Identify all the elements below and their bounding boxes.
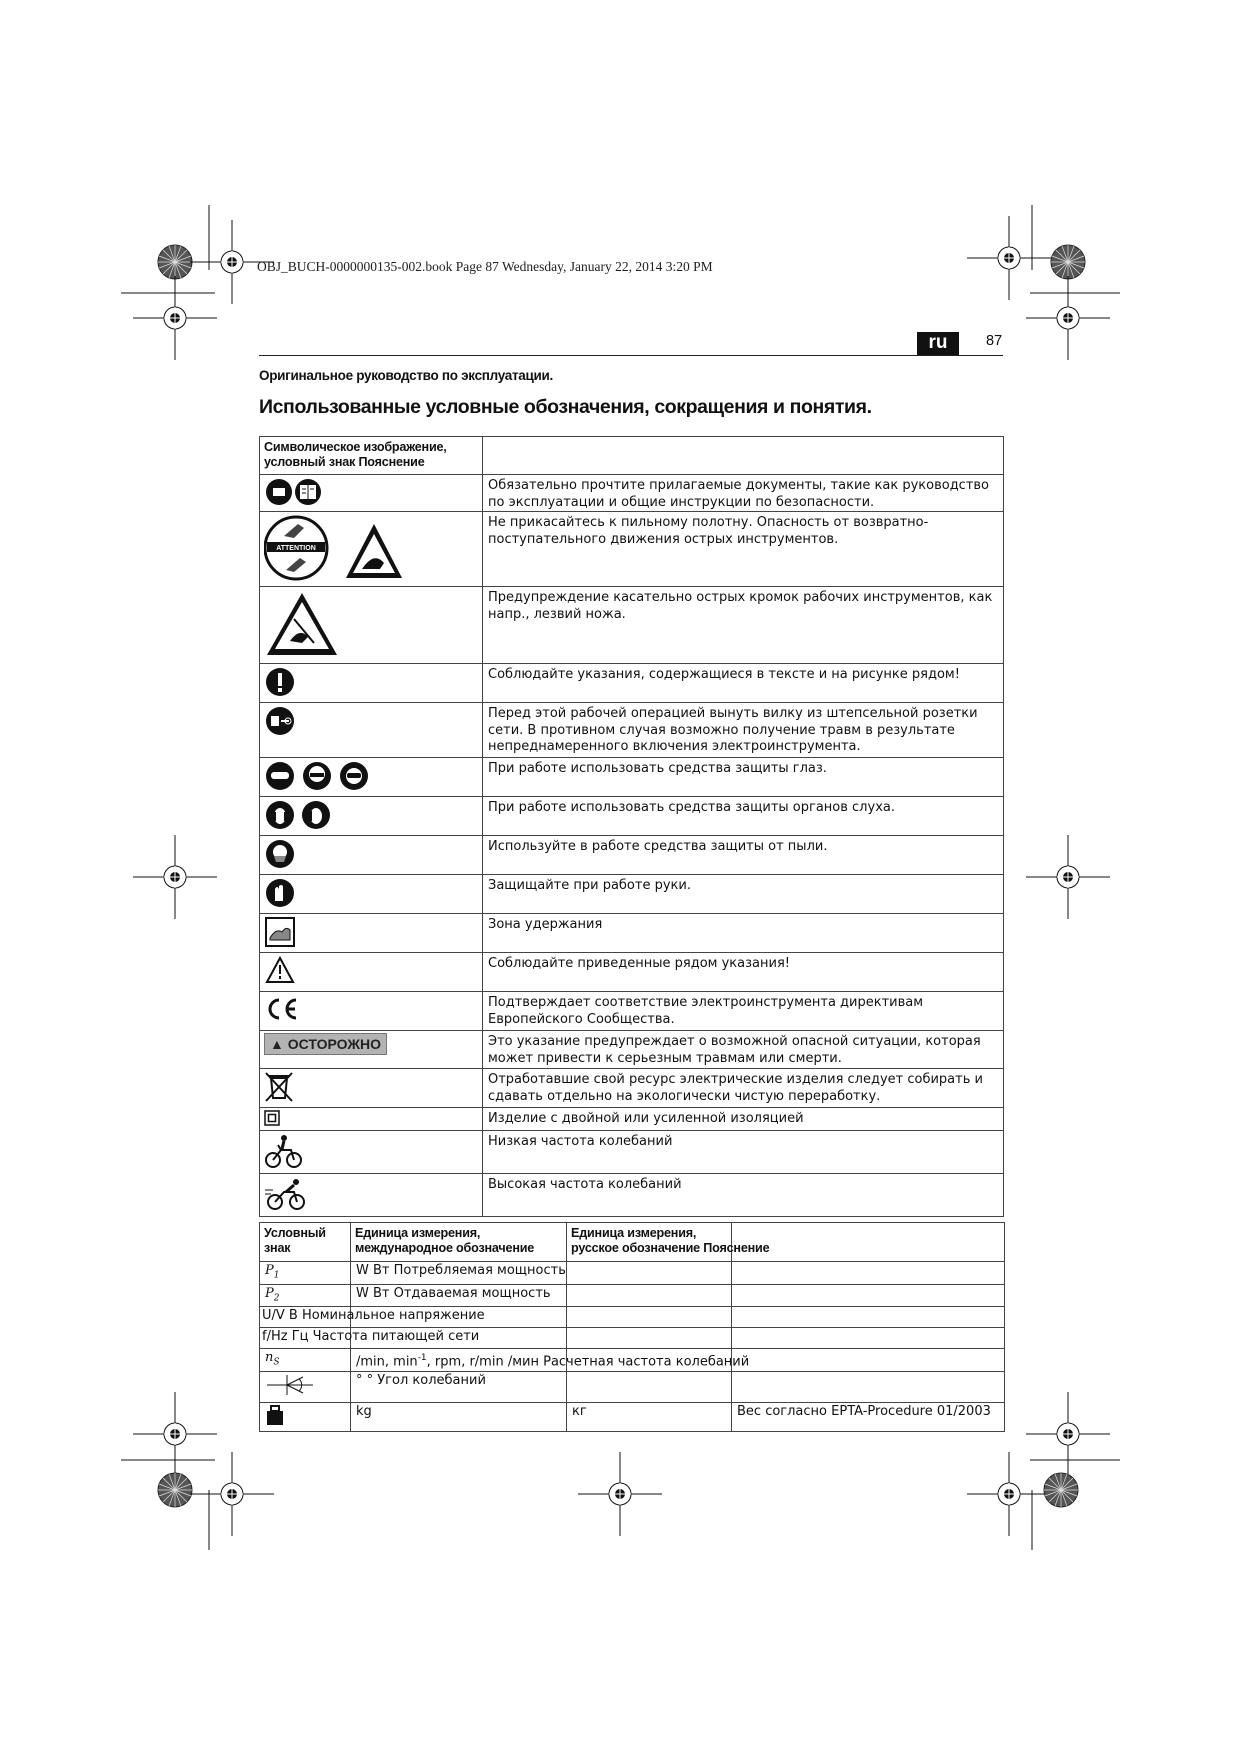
table-cell [732, 1284, 1005, 1307]
caution-badge-icon: ▲ ОСТОРОЖНО [264, 1033, 387, 1055]
units-table [259, 1222, 1005, 1432]
units-header-line: знак [264, 1241, 291, 1255]
table-row [260, 475, 1004, 512]
symbol-cell [260, 1031, 483, 1069]
symbol-description: Изделие с двойной или усиленной изоляцией [483, 1108, 1004, 1131]
unit-line: U/V В Номинальное напряжение [260, 1307, 351, 1328]
table-row [260, 1284, 1005, 1307]
exclamation-icon [264, 666, 296, 698]
table-cell [732, 1328, 1005, 1349]
symbol-cell [260, 1174, 483, 1217]
weight-icon [265, 1404, 285, 1426]
symbols-table-header [260, 437, 1004, 475]
read-manual-icon [264, 477, 334, 507]
warning-triangle-icon [264, 955, 296, 985]
table-row [260, 664, 1004, 703]
table-row [260, 875, 1004, 914]
unit-text: W Вт Потребляемая мощность [351, 1262, 567, 1285]
unplug-icon [264, 705, 296, 737]
double-insulation-icon [264, 1110, 280, 1126]
symbol-cell [260, 914, 483, 953]
units-table-header [260, 1223, 1005, 1262]
unit-symbol [260, 1371, 351, 1402]
table-row [260, 1307, 1005, 1328]
symbol-description: Низкая частота колебаний [483, 1131, 1004, 1174]
gloves-icon [264, 877, 296, 909]
units-header-line: международное обозначение [355, 1241, 535, 1255]
symbol-description: Обязательно прочтите прилагаемые документы, такие как руководство по эксплуатации и общие инструкции по безопасности. [483, 475, 1004, 512]
table-row [260, 992, 1004, 1031]
units-header-empty [732, 1223, 1005, 1262]
unit-russian: кг [567, 1402, 732, 1431]
table-row [260, 1371, 1005, 1402]
unit-symbol-sub: 2 [273, 1293, 280, 1304]
table-cell [567, 1371, 732, 1402]
unit-explanation: Вес согласно EPTA-Procedure 01/2003 [732, 1402, 1005, 1431]
table-cell [732, 1349, 1005, 1372]
unit-international: kg [351, 1402, 567, 1431]
symbol-description: Перед этой рабочей операцией вынуть вилку из штепсельной розетки сети. В противном случая возможно получение травм в результате непреднамеренного включения электроинструмента. [483, 703, 1004, 758]
table-cell [567, 1307, 732, 1328]
units-header-line: Единица измерения, [571, 1226, 697, 1240]
table-cell [567, 1262, 732, 1285]
table-row [260, 1108, 1004, 1131]
symbols-header-line-1: Символическое изображение, [264, 440, 447, 454]
table-row [260, 797, 1004, 836]
table-cell [732, 1307, 1005, 1328]
table-row [260, 1031, 1004, 1069]
high-oscillation-icon [264, 1176, 308, 1212]
symbol-cell [260, 758, 483, 797]
symbol-description: При работе использовать средства защиты глаз. [483, 758, 1004, 797]
symbol-description: Это указание предупреждает о возможной опасной ситуации, которая может привести к серьезным травмам или смерти. [483, 1031, 1004, 1069]
unit-symbol [260, 1262, 351, 1285]
symbol-description: Зона удержания [483, 914, 1004, 953]
unit-text [351, 1349, 750, 1372]
symbol-cell [260, 587, 483, 664]
unit-symbol [260, 1349, 351, 1372]
symbol-description: Соблюдайте указания, содержащиеся в тексте и на рисунке рядом! [483, 664, 1004, 703]
table-row [260, 1131, 1004, 1174]
ear-protection-icon [264, 799, 334, 831]
file-header: OBJ_BUCH-0000000135-002.book Page 87 Wednesday, January 22, 2014 3:20 PM [257, 259, 713, 274]
units-header-russian [567, 1223, 770, 1262]
language-badge: ru [917, 332, 959, 355]
units-header-line: Условный [264, 1226, 326, 1240]
symbol-description: Используйте в работе средства защиты от пыли. [483, 836, 1004, 875]
symbol-description: Соблюдайте приведенные рядом указания! [483, 953, 1004, 992]
units-header-symbol [260, 1223, 351, 1262]
page-title: Использованные условные обозначения, сокращения и понятия. [259, 396, 872, 418]
symbol-cell [260, 1069, 483, 1108]
table-row [260, 914, 1004, 953]
header-rule [259, 355, 1003, 356]
unit-text-sup: -1 [417, 1353, 427, 1364]
symbol-description: При работе использовать средства защиты органов слуха. [483, 797, 1004, 836]
page-number: 87 [986, 333, 1003, 349]
grip-zone-icon [264, 916, 296, 948]
table-cell [732, 1262, 1005, 1285]
symbol-description: Подтверждает соответствие электроинструмента директивам Европейского Сообщества. [483, 992, 1004, 1031]
unit-text-part: , rpm, r/min /мин Расчетная частота колебаний [426, 1354, 750, 1370]
symbol-cell [260, 1131, 483, 1174]
symbol-description: Не прикасайтесь к пильному полотну. Опасность от возвратно-поступательного движения острых инструментов. [483, 512, 1004, 587]
unit-text-part: /min, min [356, 1354, 418, 1370]
unit-symbol-letter: n [265, 1350, 274, 1366]
ce-mark-icon [264, 994, 300, 1024]
symbols-header-line-2: условный знак Пояснение [264, 454, 425, 469]
table-row [260, 512, 1004, 587]
unit-symbol-sub: 1 [273, 1270, 280, 1281]
symbol-cell [260, 475, 483, 512]
units-header-line: Единица измерения, [355, 1226, 481, 1240]
unit-symbol [260, 1284, 351, 1307]
caution-badge-label: ОСТОРОЖНО [287, 1036, 382, 1052]
unit-symbol [260, 1402, 351, 1431]
symbol-cell [260, 992, 483, 1031]
table-cell [732, 1371, 1005, 1402]
unit-symbol-sub: S [273, 1357, 280, 1368]
unit-line: f/Hz Гц Частота питающей сети [260, 1328, 351, 1349]
symbol-description: Отработавшие свой ресурс электрические изделия следует собирать и сдавать отдельно на экологически чистую переработку. [483, 1069, 1004, 1108]
symbols-header-cell [260, 437, 483, 475]
unit-symbol-letter: P [265, 1263, 274, 1278]
table-row [260, 1174, 1004, 1217]
document-subtitle: Оригинальное руководство по эксплуатации. [259, 368, 553, 383]
table-cell [567, 1328, 732, 1349]
symbol-cell [260, 1108, 483, 1131]
table-row [260, 953, 1004, 992]
table-row [260, 1328, 1005, 1349]
table-cell [567, 1284, 732, 1307]
symbol-description: Защищайте при работе руки. [483, 875, 1004, 914]
symbol-cell [260, 836, 483, 875]
units-header-line: русское обозначение Пояснение [571, 1241, 770, 1255]
unit-symbol-letter: P [265, 1285, 274, 1301]
sharp-edge-warning-icon [264, 589, 340, 659]
symbol-cell [260, 953, 483, 992]
table-row [260, 1069, 1004, 1108]
dust-mask-icon [264, 838, 296, 870]
table-row [260, 758, 1004, 797]
saw-blade-warning-icon [264, 514, 414, 582]
symbol-description: Высокая частота колебаний [483, 1174, 1004, 1217]
symbol-description: Предупреждение касательно острых кромок рабочих инструментов, как напр., лезвий ножа. [483, 587, 1004, 664]
symbol-cell [260, 875, 483, 914]
table-row [260, 1262, 1005, 1285]
symbol-cell [260, 664, 483, 703]
units-header-international [351, 1223, 567, 1262]
table-row [260, 1349, 1005, 1372]
table-row [260, 703, 1004, 758]
symbol-cell [260, 703, 483, 758]
unit-text: W Вт Отдаваемая мощность [351, 1284, 567, 1307]
symbol-cell [260, 797, 483, 836]
svg-text:ATTENTION: ATTENTION [276, 545, 316, 552]
eye-protection-icon [264, 760, 370, 792]
oscillation-angle-icon [265, 1373, 315, 1397]
unit-text: ° ° Угол колебаний [351, 1371, 567, 1402]
symbols-header-empty [483, 437, 1004, 475]
low-oscillation-icon [264, 1133, 304, 1169]
table-row [260, 1402, 1005, 1431]
symbol-cell [260, 512, 483, 587]
weee-bin-icon [264, 1071, 294, 1103]
table-row [260, 587, 1004, 664]
symbols-table [259, 436, 1004, 1217]
table-row [260, 836, 1004, 875]
